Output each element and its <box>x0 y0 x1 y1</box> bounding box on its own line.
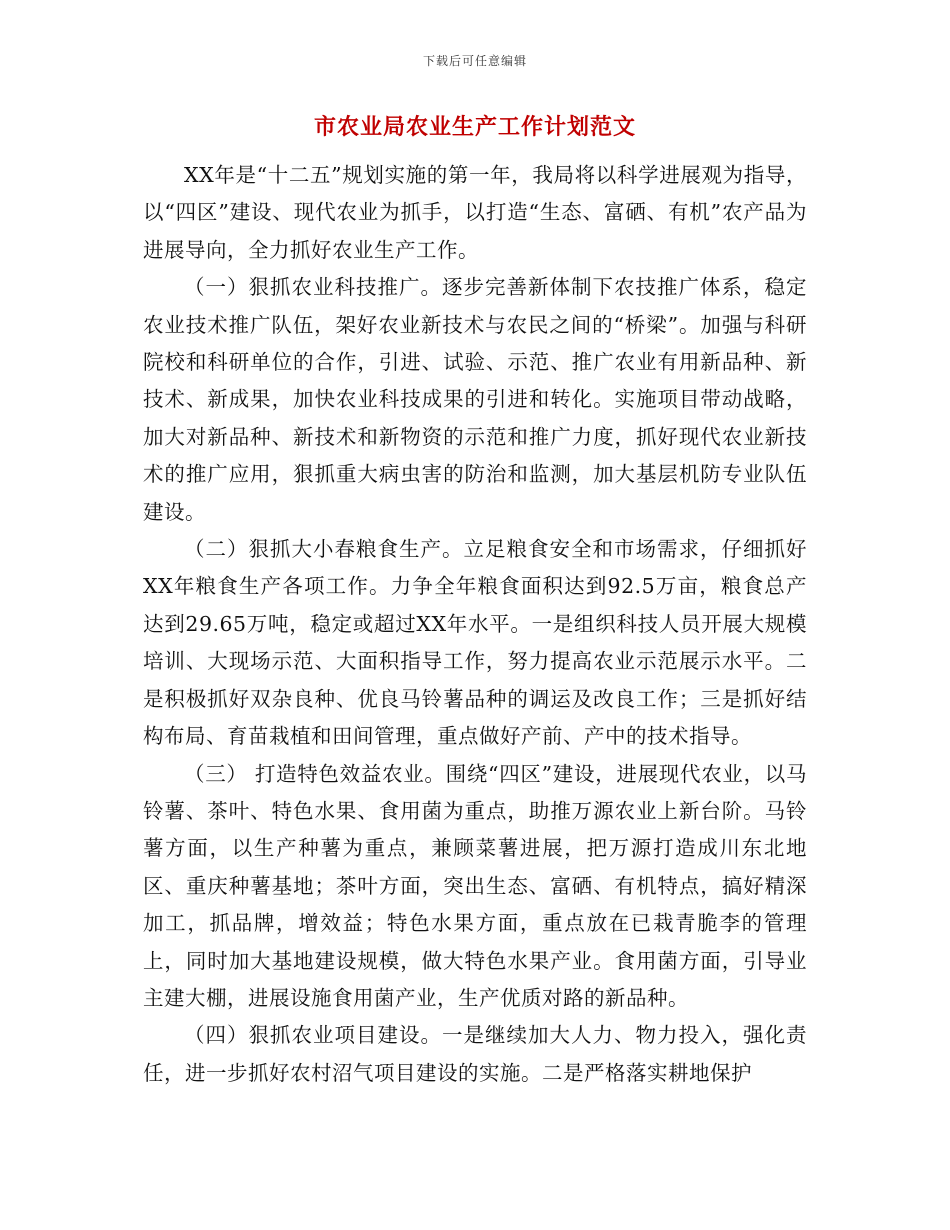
paragraph-section-1: （一）狠抓农业科技推广。逐步完善新体制下农技推广体系，稳定农业技术推广队伍，架好农业新技术与农民之间的“桥梁”。加强与科研院校和科研单位的合作，引进、试验、示范、推广农业有用新品种、新技术、新成果，加快农业科技成果的引进和转化。实施项目带动战略，加大对新品种、新技术和新物资的示范和推广力度，抓好现代农业新技术的推广应用，狠抓重大病虫害的防治和监测，加大基层机防专业队伍建设。 <box>143 275 807 524</box>
paragraph-section-2: （二）狠抓大小春粮食生产。立足粮食安全和市场需求，仔细抓好XX年粮食生产各项工作。力争全年粮食面积达到92.5万亩，粮食总产达到29.65万吨，稳定或超过XX年水平。一是组织科技人员开展大规模培训、大现场示范、大面积指导工作，努力提高农业示范展示水平。二是积极抓好双杂良种、优良马铃薯品种的调运及改良工作；三是抓好结构布局、育苗栽植和田间管理，重点做好产前、产中的技术指导。 <box>143 537 807 749</box>
document-body <box>143 157 807 1092</box>
paragraph-section-3: （三） 打造特色效益农业。围绕“四区”建设，进展现代农业，以马铃薯、茶叶、特色水果、食用菌为重点，助推万源农业上新台阶。马铃薯方面，以生产种薯为重点，兼顾菜薯进展，把万源打造成川东北地区、重庆种薯基地；茶叶方面，突出生态、富硒、有机特点，搞好精深加工，抓品牌，增效益；特色水果方面，重点放在已栽青脆李的管理上，同时加大基地建设规模，做大特色水果产业。食用菌方面，引导业主建大棚，进展设施食用菌产业，生产优质对路的新品种。 <box>143 761 807 1010</box>
paragraph-section-4: （四）狠抓农业项目建设。一是继续加大人力、物力投入，强化责任，进一步抓好农村沼气项目建设的实施。二是严格落实耕地保护 <box>143 1023 807 1085</box>
header-note: 下载后可任意编辑 <box>422 54 527 68</box>
paragraph-intro: XX年是“十二五”规划实施的第一年，我局将以科学进展观为指导，以“四区”建设、现代农业为抓手，以打造“生态、富硒、有机”农产品为进展导向，全力抓好农业生产工作。 <box>143 163 807 262</box>
document-title: 市农业局农业生产工作计划范文 <box>313 115 636 140</box>
